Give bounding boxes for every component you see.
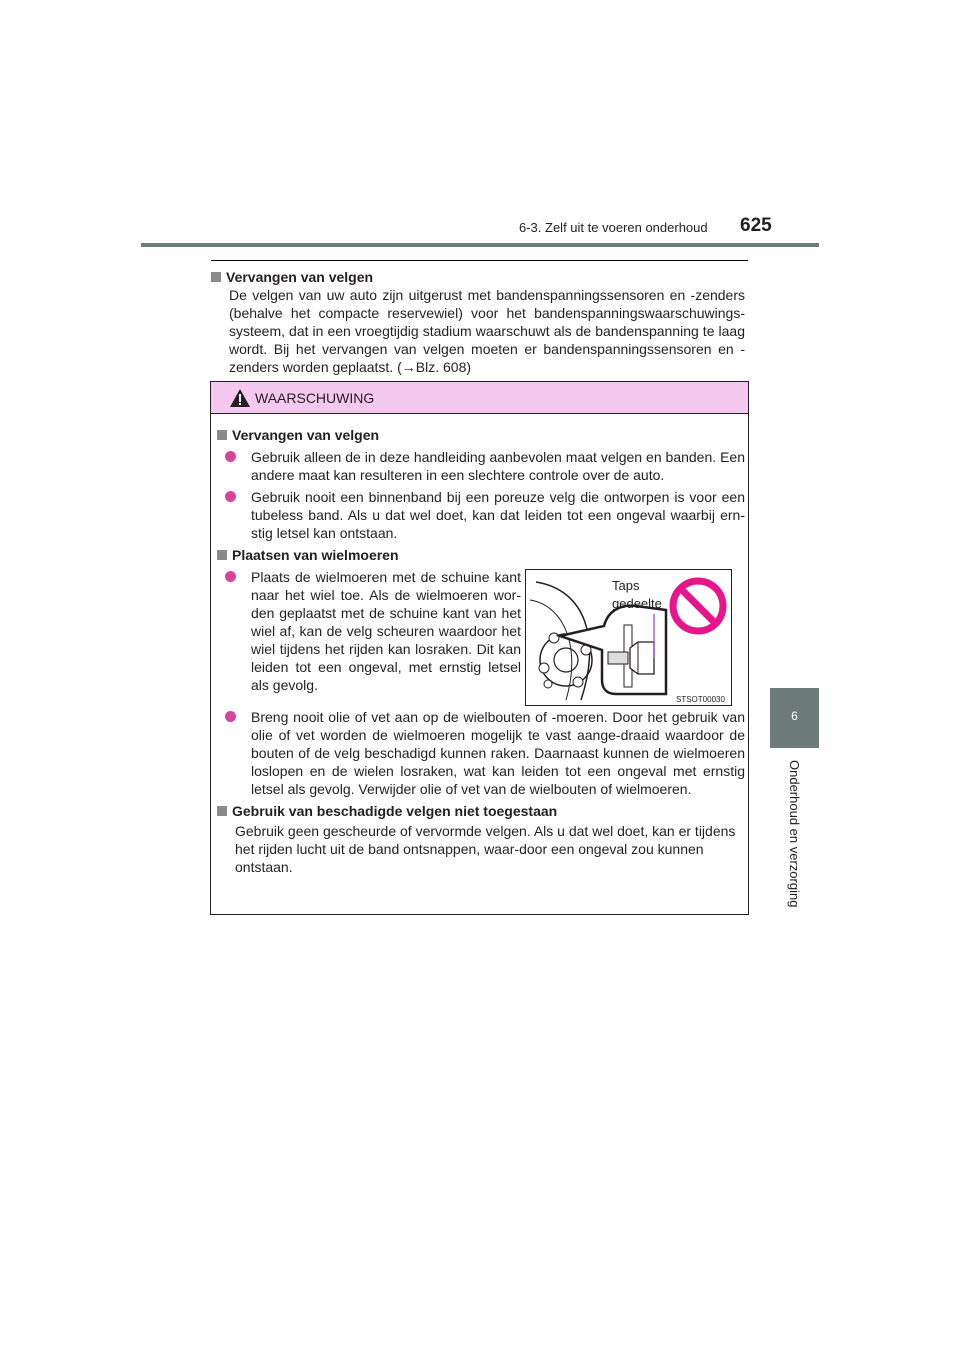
warning-title: WAARSCHUWING [255,390,375,406]
warning-header [211,382,748,414]
figure-label-line2: gedeelte [612,596,662,611]
wheel-nut-illustration [525,569,732,706]
intro-heading: Vervangen van velgen [211,268,745,286]
page-reference: Blz. 608) [415,359,472,375]
warning-bullet: Gebruik nooit een binnenband bij een poreuze velg die ontworpen is voor een tubeless band. Als u dat wel doet, kan dat leiden tot een ongeval waarbij ern-stig letsel kan ontstaan. [225,488,745,542]
bullet-dot-icon [225,711,236,722]
chapter-number: 6 [791,709,798,723]
chapter-label-text: Onderhoud en verzorging [787,760,802,908]
square-bullet-icon [211,272,221,282]
header-section-title: 6-3. Zelf uit te voeren onderhoud [519,220,708,235]
warning-heading-2: Plaatsen van wielmoeren [217,546,745,564]
warning-paragraph: Gebruik geen gescheurde of vervormde velgen. Als u dat wel doet, kan er tijdens het rijden lucht uit de band ontsnappen, waar-door een ongeval zou kunnen ontstaan. [235,823,736,875]
header-rule [141,243,819,247]
page-number: 625 [740,215,772,236]
figure-label-line1: Taps [612,578,640,593]
square-bullet-icon [217,806,227,816]
warning-triangle-icon [229,388,251,408]
bullet-dot-icon [225,451,236,462]
square-bullet-icon [217,550,227,560]
warning-bullet: Breng nooit olie of vet aan op de wielbouten of -moeren. Door het gebruik van olie of vet worden de wielmoeren mogelijk te vast aange-draaid waardoor de bouten of de velg beschadigd kunnen raken. Daarnaast kunnen de wielmoeren loslopen en de wielen losraken, wat kan leiden tot een ongeval met ernstig letsel als gevolg. Verwijder olie of vet van de wielbouten of wielmoeren. [225,708,745,798]
wheel-nut-drawing [526,570,731,705]
warning-bullet: Plaats de wielmoeren met de schuine kant naar het wiel toe. Als de wielmoeren wor-den geplaatst met de schuine kant van het wiel af, kan de velg scheuren waardoor het wiel tijdens het rijden kan losraken. Dit kan leiden tot een ongeval, met ernstig letsel als gevolg. [225,568,521,702]
figure-code: STSOT00030 [676,695,725,704]
warning-heading-1: Vervangen van velgen [217,426,745,444]
intro-text: De velgen van uw auto zijn uitgerust met bandenspanningssensoren en -zenders (behalve het compacte reservewiel) voor het bandenspanningswaarschuwings-systeem, dat in een vroegtijdig stadium waarschuwt als de bandenspanning te laag wordt. Bij het vervangen van velgen moeten er bandenspanningssensoren en -zenders worden geplaatst. (→Blz. 608) [229,287,745,375]
section-rule [211,260,748,261]
bullet-dot-icon [225,491,236,502]
bullet-dot-icon [225,571,236,582]
warning-bullet: Gebruik alleen de in deze handleiding aanbevolen maat velgen en banden. Een andere maat kan resulteren in een slechtere controle over de auto. [225,448,745,484]
intro-section [211,268,745,376]
chapter-tab [770,688,819,748]
square-bullet-icon [217,430,227,440]
warning-heading-3: Gebruik van beschadigde velgen niet toegestaan [217,802,745,820]
arrow-icon: → [401,359,416,375]
